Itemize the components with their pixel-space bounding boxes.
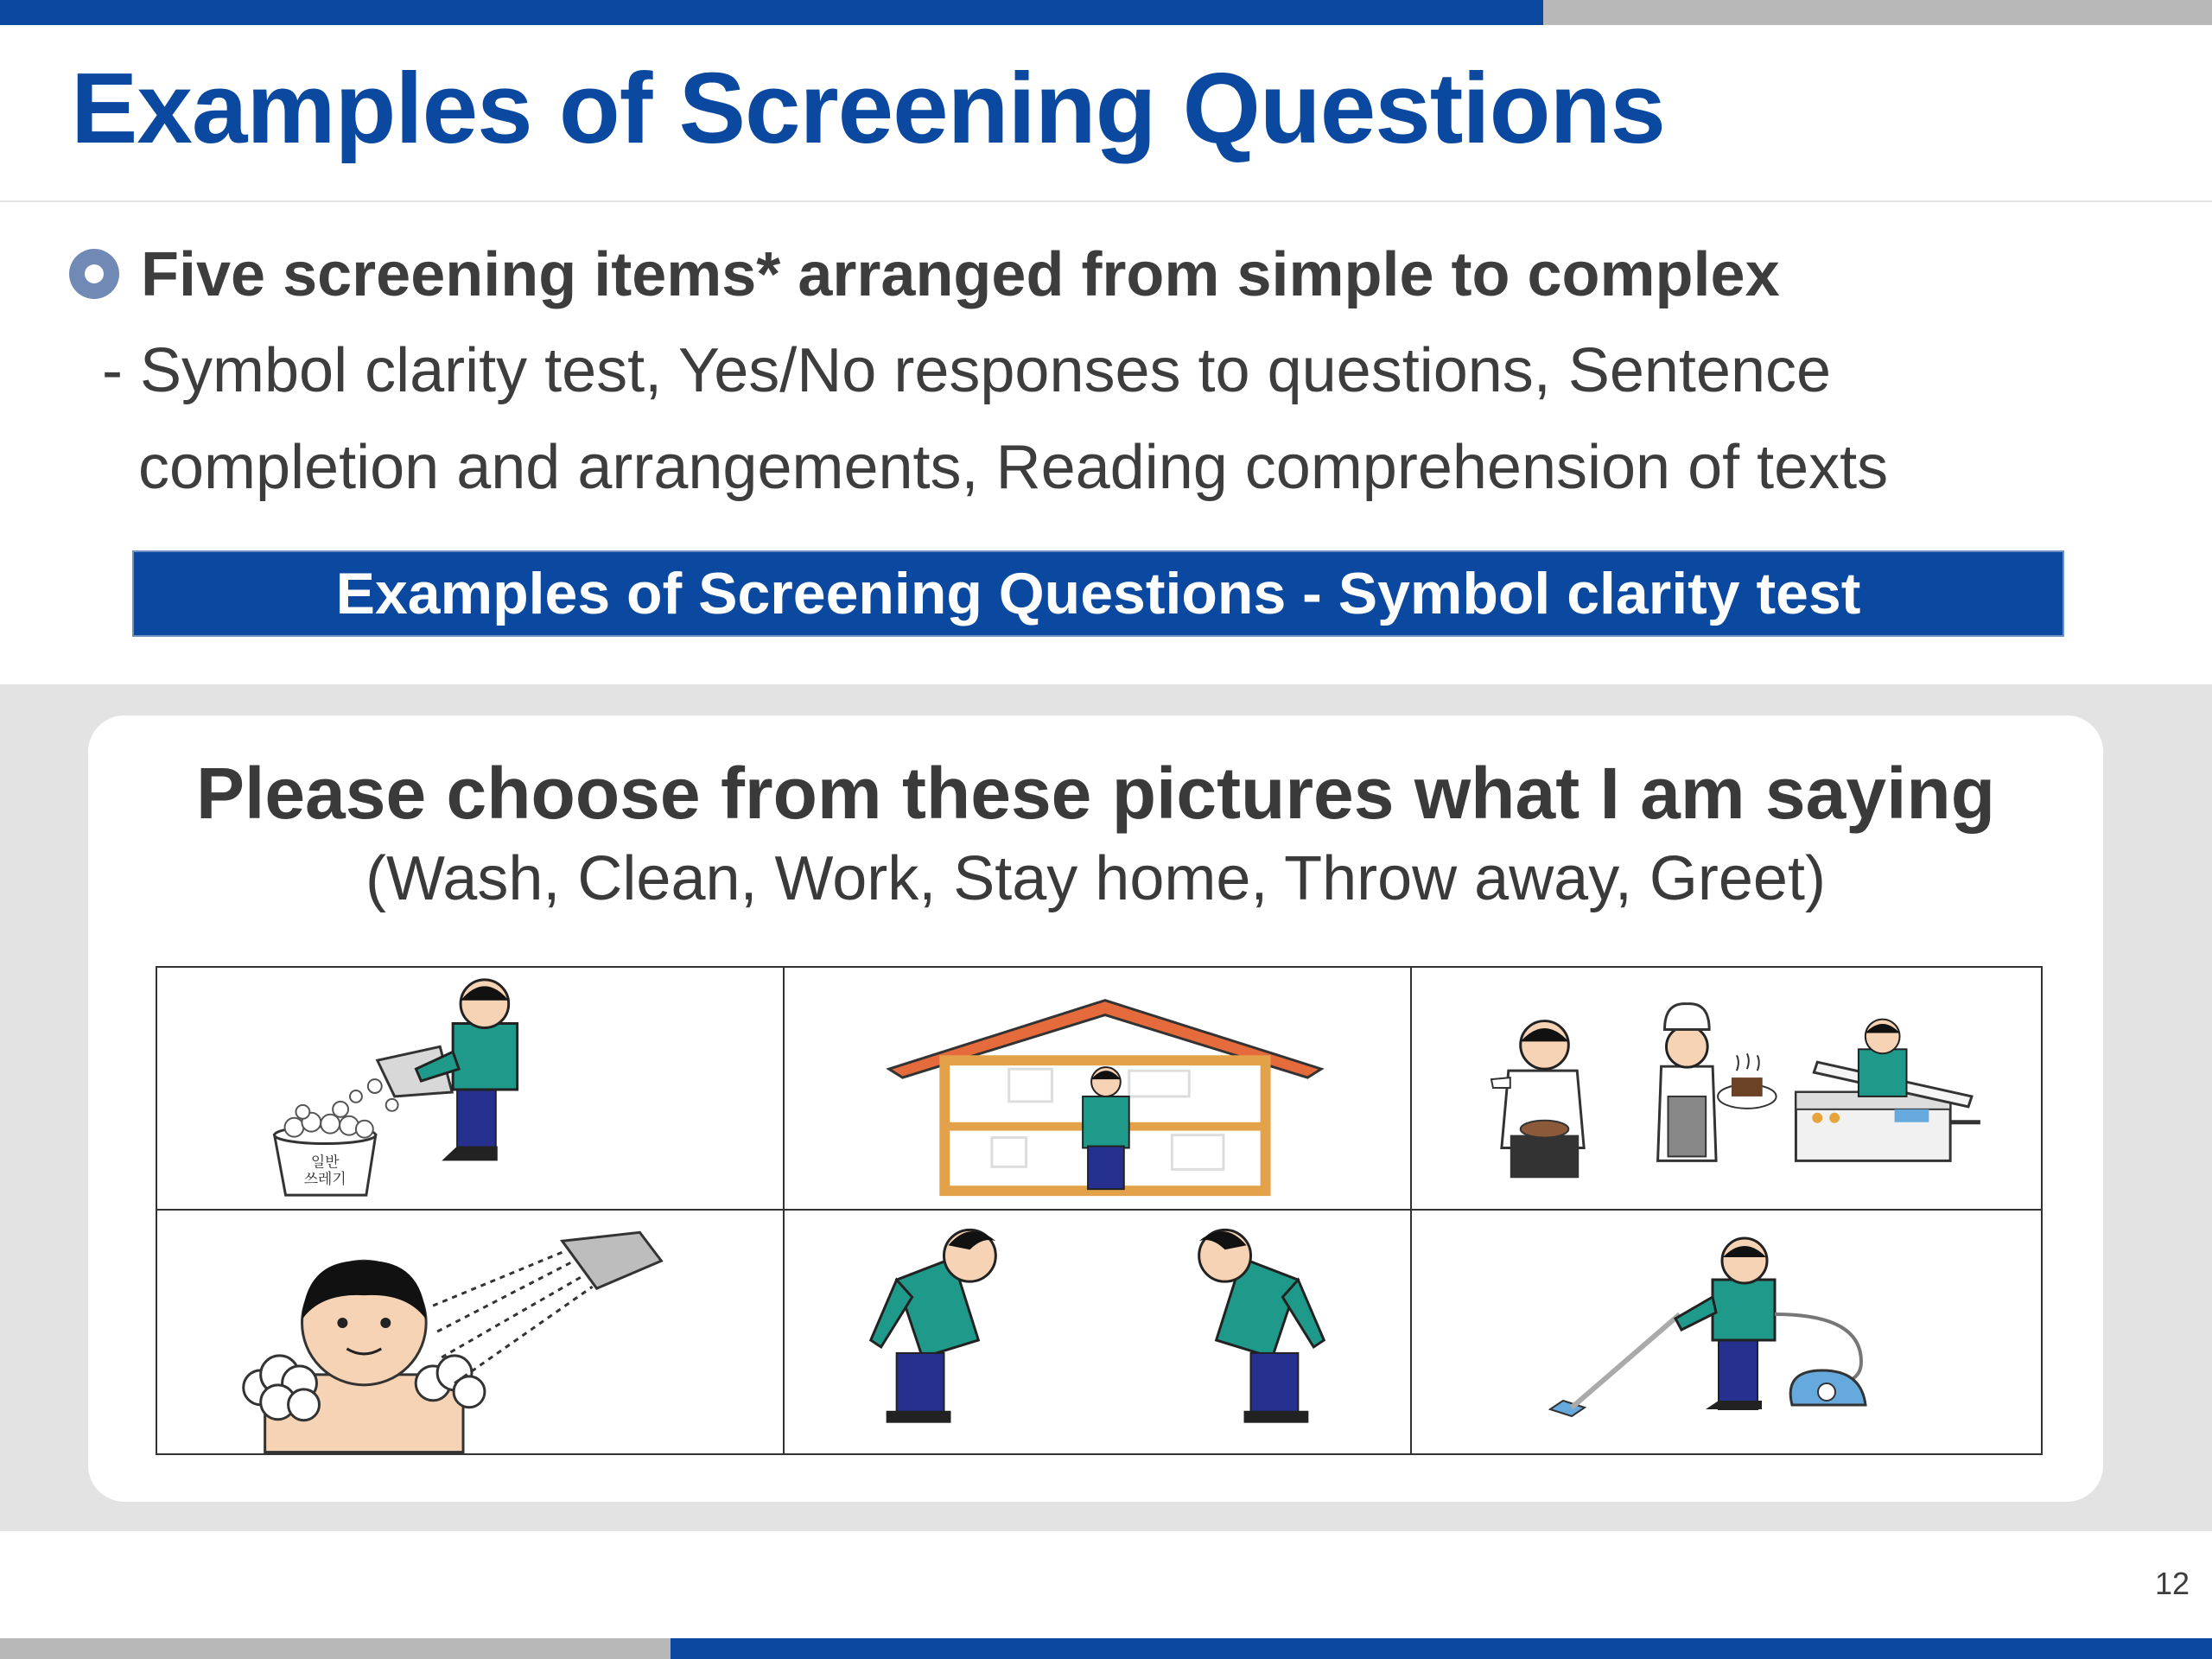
top-accent-bar-blue [0, 0, 1543, 25]
question-card [88, 715, 2103, 1502]
bottom-accent-bar-gray [0, 1638, 671, 1659]
title-divider [0, 200, 2212, 202]
greet-icon [785, 1211, 1410, 1453]
section-banner: Examples of Screening Questions - Symbol clarity test [132, 550, 2064, 637]
picture-work[interactable] [1412, 968, 2041, 1211]
bottom-accent-bar-blue [671, 1638, 2212, 1659]
picture-greet[interactable] [785, 1211, 1412, 1453]
picture-throw-away[interactable] [157, 968, 785, 1211]
bullet-ring-icon [69, 249, 119, 299]
stay-home-icon [785, 968, 1410, 1209]
trash-label-line-2: 쓰레기 [303, 1170, 346, 1188]
wash-icon [157, 1211, 783, 1453]
picture-clean[interactable] [1412, 1211, 2041, 1453]
picture-stay-home[interactable] [785, 968, 1412, 1211]
page-number: 12 [2154, 1566, 2190, 1601]
sub-bullet-line-2: completion and arrangements, Reading comprehension of texts [138, 433, 1889, 502]
top-accent-bar-gray [1543, 0, 2212, 25]
bullet-text: Five screening items* arranged from simple to complex [141, 240, 1780, 309]
picture-grid [156, 966, 2043, 1455]
question-prompt: Please choose from these pictures what I am saying [195, 753, 1996, 834]
slide-title: Examples of Screening Questions [71, 52, 1665, 164]
answer-choices: (Wash, Clean, Work, Stay home, Throw away, Greet) [365, 844, 1826, 913]
clean-icon [1412, 1211, 2041, 1453]
trash-label-line-1: 일반 [310, 1153, 340, 1171]
work-icon [1412, 968, 2041, 1209]
throw-away-icon [157, 968, 783, 1209]
sub-bullet-line-1: - Symbol clarity test, Yes/No responses to questions, Sentence [102, 336, 1832, 405]
picture-wash[interactable] [157, 1211, 785, 1453]
